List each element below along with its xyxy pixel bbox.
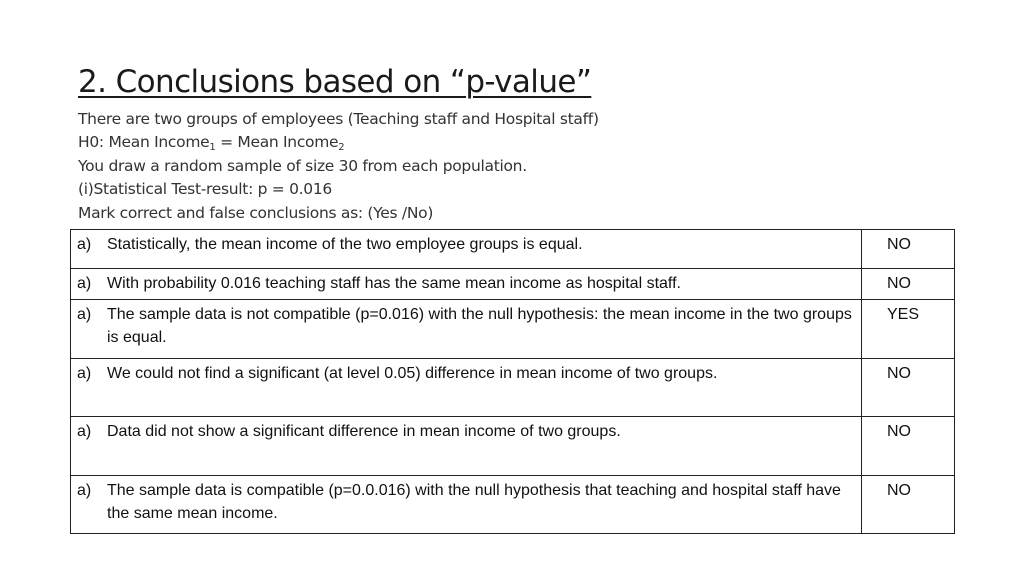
intro-line-groups: There are two groups of employees (Teaching staff and Hospital staff)	[78, 110, 599, 128]
intro-line-instruction: Mark correct and false conclusions as: (Yes /No)	[78, 203, 434, 222]
list-marker: a)	[77, 275, 92, 292]
statement-text: With probability 0.016 teaching staff has the same mean income as hospital staff.	[107, 275, 681, 292]
statement-text: The sample data is not compatible (p=0.016) with the null hypothesis: the mean income in the two groups is equal.	[107, 306, 852, 346]
statement-text: The sample data is compatible (p=0.0.016) with the null hypothesis that teaching and hospital staff have the same mean income.	[107, 482, 841, 522]
table-row	[71, 300, 955, 359]
list-marker: a)	[77, 482, 92, 499]
answer-cell: NO	[862, 269, 955, 300]
intro-text	[78, 108, 599, 225]
statement-cell	[71, 300, 862, 359]
table-row	[71, 269, 955, 300]
statement-cell	[71, 476, 862, 534]
intro-line-test-result: (i)Statistical Test-result: p = 0.016	[78, 180, 332, 199]
intro-line-sample: You draw a random sample of size 30 from each population.	[78, 156, 527, 175]
statement-text: Data did not show a significant difference in mean income of two groups.	[107, 423, 621, 440]
statement-cell	[71, 417, 862, 476]
list-marker: a)	[77, 423, 92, 440]
slide-title: 2. Conclusions based on “p-value”	[78, 64, 592, 100]
conclusions-table	[70, 229, 955, 534]
table-row	[71, 476, 955, 534]
answer-cell: NO	[862, 230, 955, 269]
statement-cell	[71, 230, 862, 269]
list-marker: a)	[77, 365, 92, 382]
list-marker: a)	[77, 236, 92, 253]
list-marker: a)	[77, 306, 92, 323]
statement-text: Statistically, the mean income of the two employee groups is equal.	[107, 236, 583, 253]
answer-cell: NO	[862, 417, 955, 476]
statement-text: We could not find a significant (at level 0.05) difference in mean income of two groups.	[107, 365, 718, 382]
statement-cell	[71, 359, 862, 417]
answer-cell: YES	[862, 300, 955, 359]
table-row	[71, 359, 955, 417]
table-row	[71, 230, 955, 269]
answer-cell: NO	[862, 476, 955, 534]
intro-line-hypothesis: H0: Mean Income$_1$ = Mean Income$_2$	[78, 133, 345, 154]
statement-cell	[71, 269, 862, 300]
answer-cell: NO	[862, 359, 955, 417]
table-row	[71, 417, 955, 476]
